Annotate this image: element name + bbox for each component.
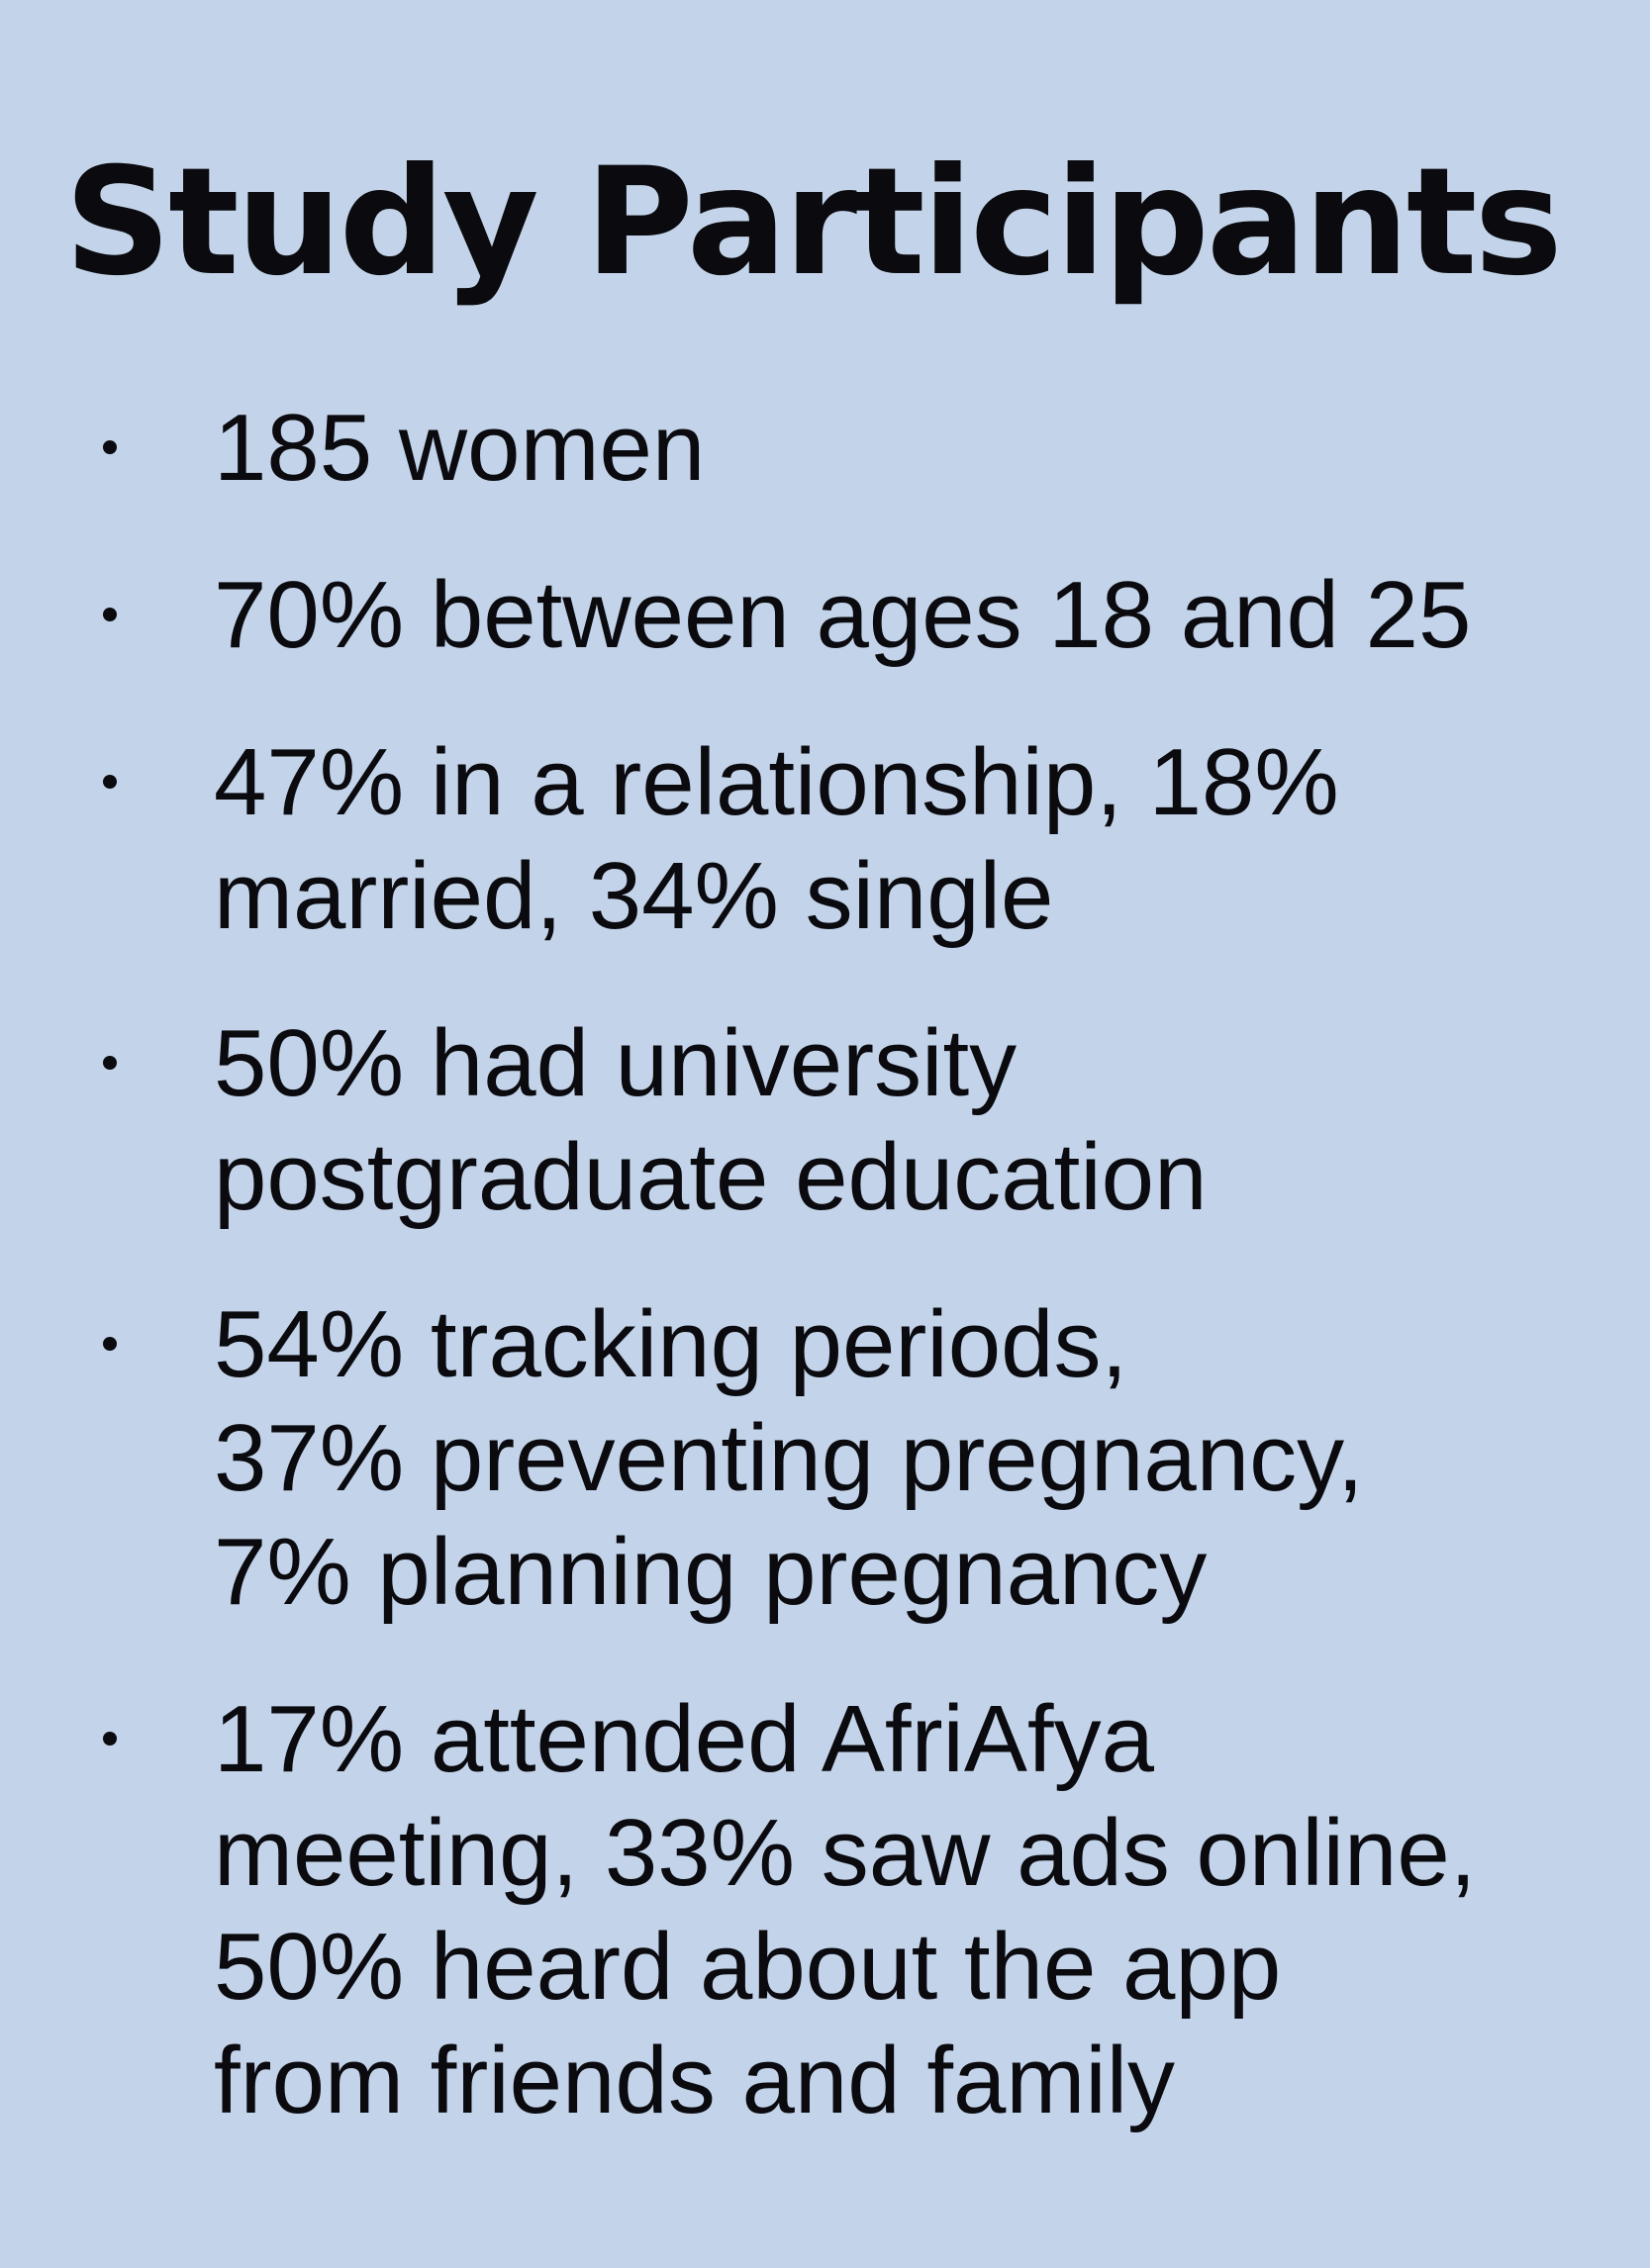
bullet-icon bbox=[103, 1732, 117, 1746]
list-item-text: 185 women bbox=[214, 395, 706, 501]
list-item bbox=[0, 1287, 1650, 1629]
bullet-icon bbox=[103, 1337, 117, 1351]
list-item-text: 37% preventing pregnancy, bbox=[214, 1405, 1364, 1511]
page-title: Study Participants bbox=[64, 137, 1560, 309]
bullet-icon bbox=[103, 775, 117, 789]
bullet-icon bbox=[103, 440, 117, 454]
list-item bbox=[0, 725, 1650, 953]
list-item-text: 7% planning pregnancy bbox=[214, 1519, 1208, 1625]
bullet-icon bbox=[103, 608, 117, 621]
list-item-text: postgraduate education bbox=[214, 1124, 1208, 1230]
list-item-text: 54% tracking periods, bbox=[214, 1291, 1128, 1397]
list-item bbox=[0, 1006, 1650, 1234]
list-item bbox=[0, 558, 1650, 672]
list-item bbox=[0, 1682, 1650, 2137]
list-item-text: 47% in a relationship, 18% bbox=[214, 729, 1339, 835]
list-item-text: married, 34% single bbox=[214, 843, 1054, 949]
list-item-text: meeting, 33% saw ads online, bbox=[214, 1800, 1477, 1906]
list-item-text: 17% attended AfriAfya bbox=[214, 1686, 1154, 1792]
list-item-text: from friends and family bbox=[214, 2028, 1176, 2133]
bullet-icon bbox=[103, 1056, 117, 1070]
list-item-text: 50% heard about the app bbox=[214, 1914, 1282, 2020]
list-item bbox=[0, 391, 1650, 505]
list-item-text: 70% between ages 18 and 25 bbox=[214, 562, 1472, 668]
participant-stats-list bbox=[0, 391, 1650, 2191]
list-item-text: 50% had university bbox=[214, 1010, 1018, 1116]
